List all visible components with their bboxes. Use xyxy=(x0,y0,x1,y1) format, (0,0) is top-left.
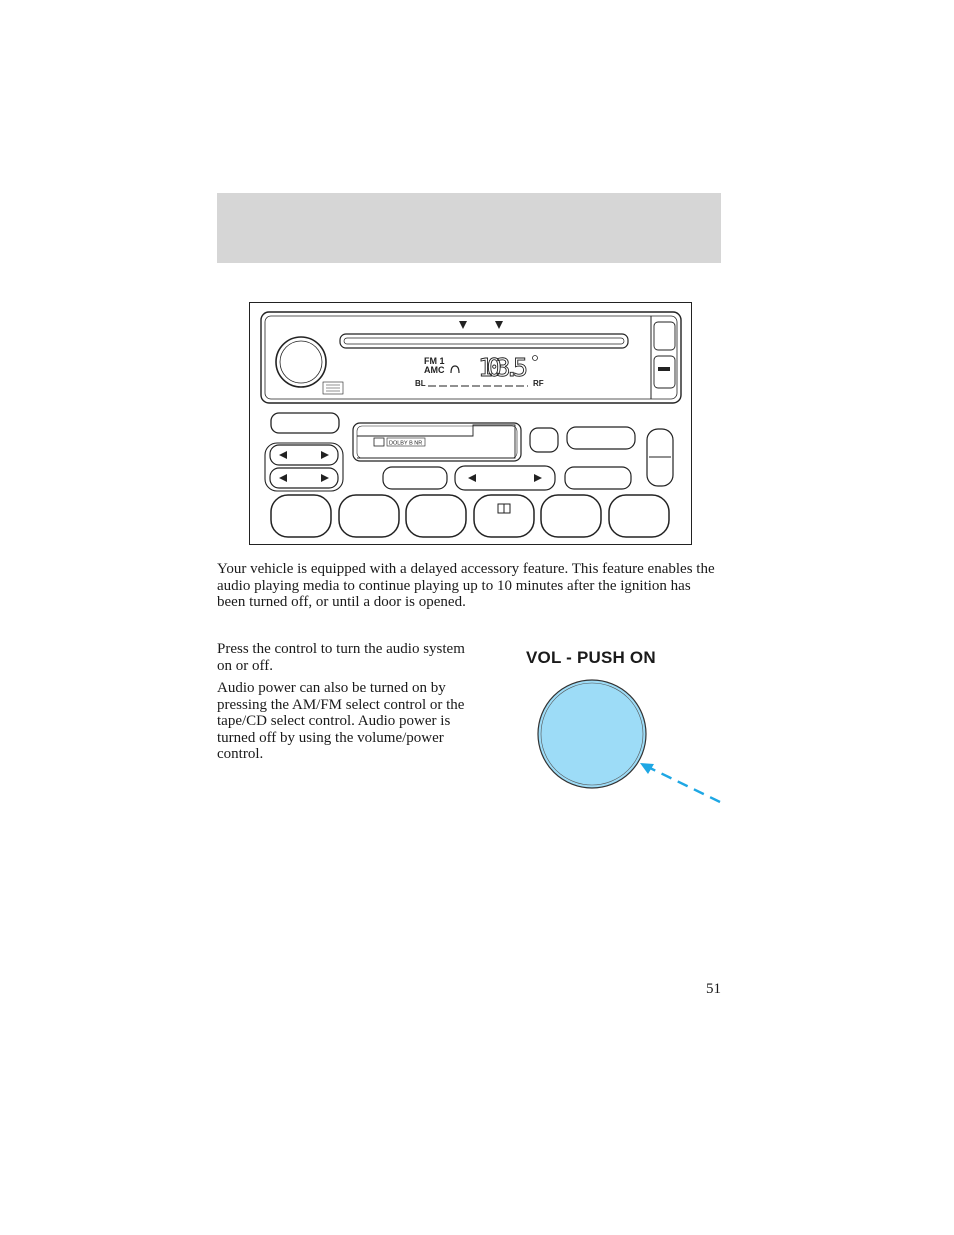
lcd-frequency: 103.5 xyxy=(478,353,528,382)
volume-press-paragraph: Press the control to turn the audio system on or off. xyxy=(217,641,465,674)
lcd-mode: AMC xyxy=(424,365,445,375)
delayed-accessory-paragraph: Your vehicle is equipped with a delayed accessory feature. This feature enables the audio playing media to continue playing up to 10 minutes after the ignition has been turned off, or until a door is opened. xyxy=(217,561,715,610)
volume-knob-icon xyxy=(538,680,646,788)
audio-power-paragraph: Audio power can also be turned on by pressing the AM/FM select control or the tape/CD select control. Audio power is turned off by using the volume/power control. xyxy=(217,680,465,762)
section-header-band xyxy=(217,193,721,263)
press-arrow-icon xyxy=(648,767,720,802)
lcd-balance-left: BL xyxy=(415,379,426,388)
volume-control-label: VOL - PUSH ON xyxy=(526,648,656,667)
lcd-band: FM 1 xyxy=(424,356,445,366)
volume-knob xyxy=(276,337,326,387)
phone-icon xyxy=(658,367,670,371)
dolby-label: DOLBY B NR xyxy=(389,440,423,447)
radio-faceplate-illustration xyxy=(249,302,692,545)
page-number: 51 xyxy=(706,981,721,997)
volume-knob-illustration xyxy=(530,676,724,806)
lcd-balance-right: RF xyxy=(533,379,544,388)
